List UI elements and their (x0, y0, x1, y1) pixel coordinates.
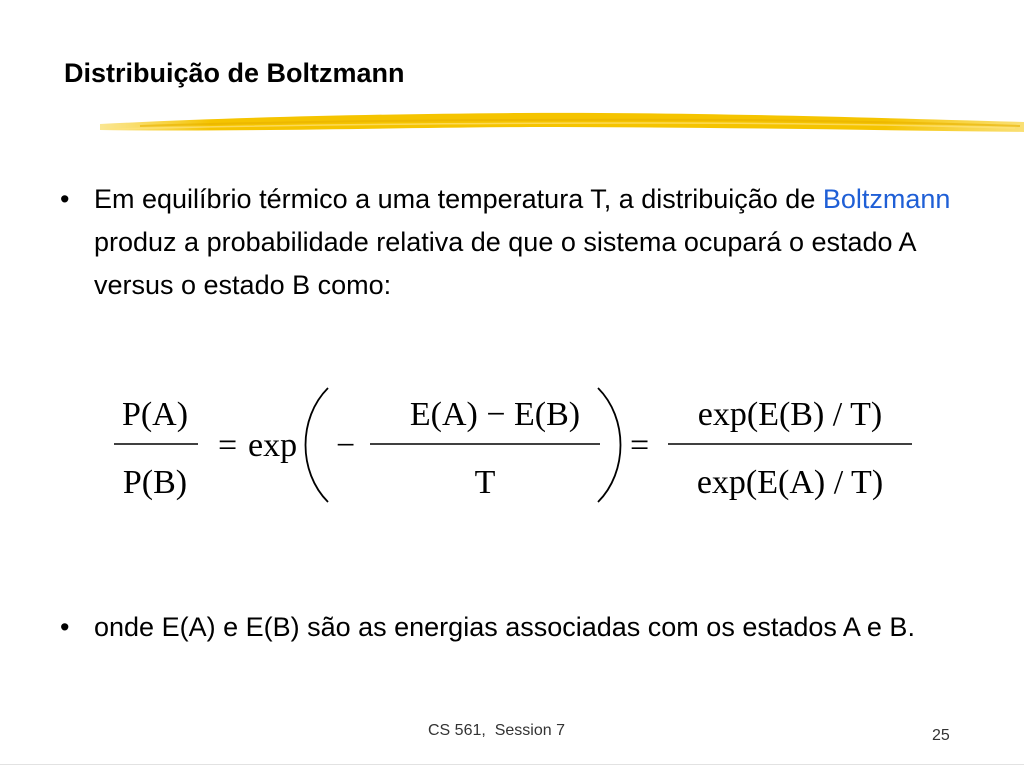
equation-right-paren (598, 388, 621, 502)
equation-rhs-numerator: exp(E(B) / T) (697, 396, 883, 433)
bullet-text: onde E(A) e E(B) são as energias associadas com os estados A e B. (94, 612, 915, 642)
slide-title: Distribuição de Boltzmann (64, 58, 405, 88)
bullet-energies (60, 606, 980, 649)
boltzmann-link[interactable]: Boltzmann (822, 184, 951, 214)
equation-exp-label: exp (248, 427, 298, 464)
equation-minus-sign: − (336, 427, 356, 464)
bullet-text (94, 178, 980, 307)
equation-equals-1: = (218, 427, 238, 464)
bullet-text-part: produz a probabilidade relativa de que o sistema ocupará o estado A versus o estado B como: (94, 184, 966, 300)
bullet-marker: • (60, 612, 70, 642)
footer-course: CS 561, Session 7 (428, 722, 565, 739)
equation-left-paren (306, 388, 329, 502)
equation-inner-denominator: T (474, 464, 496, 501)
bullet-equilibrium (60, 178, 980, 307)
equation-equals-2: = (630, 427, 650, 464)
bottom-divider (0, 764, 1024, 765)
bullet-text-part: Em equilíbrio térmico a uma temperatura T, a distribuição de (94, 184, 823, 214)
equation-lhs-denominator: P(B) (122, 464, 188, 501)
boltzmann-equation (100, 380, 930, 510)
footer-page-number: 25 (932, 727, 950, 744)
title-highlight-stroke (100, 102, 1024, 142)
bullet-marker: • (60, 184, 70, 214)
equation-lhs-numerator: P(A) (121, 396, 189, 433)
equation-rhs-denominator: exp(E(A) / T) (696, 464, 884, 501)
equation-inner-numerator: E(A) − E(B) (409, 396, 581, 433)
